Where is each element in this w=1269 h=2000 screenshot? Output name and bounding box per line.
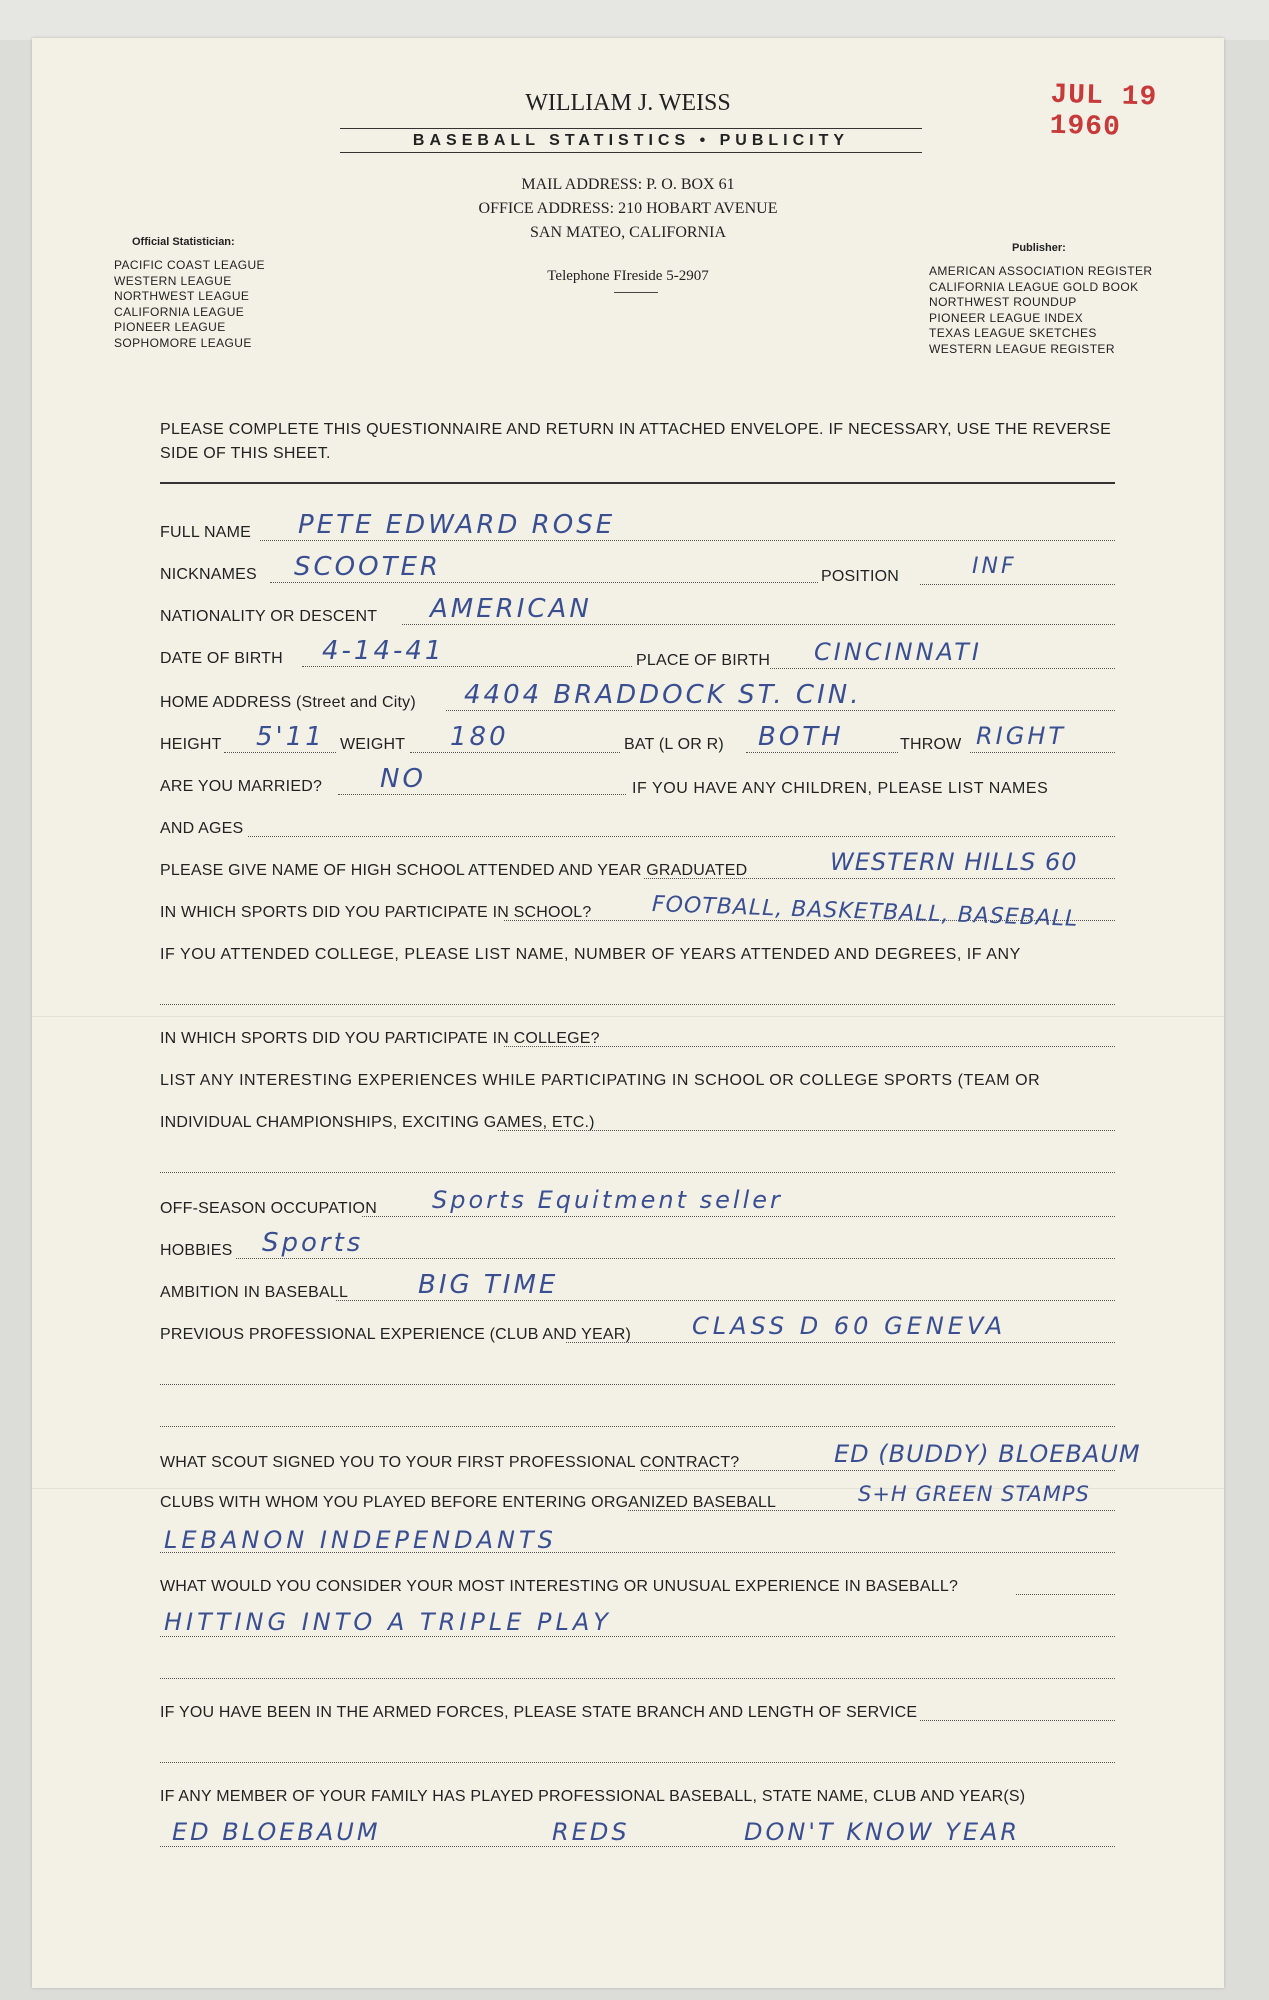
armed-forces-label: IF YOU HAVE BEEN IN THE ARMED FORCES, PLEASE STATE BRANCH AND LENGTH OF SERVICE	[160, 1704, 918, 1721]
armed-forces-line	[920, 1720, 1115, 1721]
married-label: ARE YOU MARRIED?	[160, 778, 323, 795]
mail-address: MAIL ADDRESS: P. O. BOX 61	[521, 176, 735, 193]
unusual-line-3	[160, 1678, 1115, 1679]
weight-field[interactable]: 180	[450, 722, 509, 752]
married-line	[338, 794, 626, 795]
ambition-label: AMBITION IN BASEBALL	[160, 1284, 349, 1301]
high-school-field[interactable]: WESTERN HILLS 60	[830, 848, 1078, 876]
position-field[interactable]: INF	[972, 554, 1017, 579]
bat-field[interactable]: BOTH	[758, 722, 844, 752]
family-member-club[interactable]: REDS	[552, 1818, 630, 1846]
pob-line	[770, 668, 1115, 669]
dob-label: DATE OF BIRTH	[160, 650, 283, 667]
ambition-field[interactable]: BIG TIME	[418, 1270, 559, 1300]
previous-label: PREVIOUS PROFESSIONAL EXPERIENCE (CLUB AND YEAR)	[160, 1326, 632, 1343]
married-field[interactable]: NO	[380, 764, 426, 794]
bat-label: BAT (L OR R)	[624, 736, 724, 753]
address-line	[446, 710, 1115, 711]
high-school-label: PLEASE GIVE NAME OF HIGH SCHOOL ATTENDED AND YEAR GRADUATED	[160, 862, 748, 879]
college-sports-label: IN WHICH SPORTS DID YOU PARTICIPATE IN COLLEGE?	[160, 1030, 600, 1047]
experiences-line-2	[160, 1172, 1115, 1173]
throw-label: THROW	[900, 736, 962, 753]
nationality-field[interactable]: AMERICAN	[430, 594, 592, 624]
league-item: CALIFORNIA LEAGUE	[114, 304, 245, 319]
high-school-line	[644, 878, 1115, 879]
throw-line	[970, 752, 1115, 753]
questionnaire-sheet	[32, 38, 1224, 1988]
bat-line	[746, 752, 898, 753]
weight-label: WEIGHT	[340, 736, 406, 753]
experiences-line	[498, 1130, 1115, 1131]
date-received-stamp: JUL 19 1960	[1049, 79, 1158, 144]
publication-item: PIONEER LEAGUE INDEX	[929, 310, 1084, 325]
header-divider	[614, 292, 658, 293]
previous-line-3	[160, 1426, 1115, 1427]
league-item: WESTERN LEAGUE	[114, 273, 232, 288]
nicknames-field[interactable]: SCOOTER	[294, 552, 441, 582]
family-member-name[interactable]: ED BLOEBAUM	[172, 1818, 381, 1846]
statistician-heading: Official Statistician:	[132, 236, 235, 248]
position-label: POSITION	[821, 568, 900, 585]
unusual-line-2	[160, 1636, 1115, 1637]
publication-item: AMERICAN ASSOCIATION REGISTER	[929, 264, 1153, 278]
ambition-line	[336, 1300, 1115, 1301]
office-address: OFFICE ADDRESS: 210 HOBART AVENUE	[478, 200, 778, 217]
letterhead-name: WILLIAM J. WEISS	[525, 90, 731, 116]
address-label: HOME ADDRESS (Street and City)	[160, 694, 416, 711]
backdrop	[0, 0, 1269, 40]
nicknames-label: NICKNAMES	[160, 566, 257, 583]
scout-field[interactable]: ED (BUDDY) BLOEBAUM	[834, 1440, 1141, 1468]
college-label: IF YOU ATTENDED COLLEGE, PLEASE LIST NAME, NUMBER OF YEARS ATTENDED AND DEGREES, IF ANY	[160, 946, 1021, 963]
family-member-year[interactable]: DON'T KNOW YEAR	[744, 1818, 1021, 1846]
hobbies-field[interactable]: Sports	[262, 1228, 364, 1258]
publication-item: WESTERN LEAGUE REGISTER	[929, 341, 1115, 356]
clubs-line	[628, 1510, 1115, 1511]
instructions: PLEASE COMPLETE THIS QUESTIONNAIRE AND RETURN IN ATTACHED ENVELOPE. IF NECESSARY, USE THE REVERSE SIDE OF THIS SHEET.	[160, 421, 1112, 462]
full-name-label: FULL NAME	[160, 524, 252, 541]
dob-line	[302, 666, 632, 667]
family-label: IF ANY MEMBER OF YOUR FAMILY HAS PLAYED PROFESSIONAL BASEBALL, STATE NAME, CLUB AND YEAR(S)	[160, 1788, 1026, 1805]
nicknames-line	[270, 582, 818, 583]
height-label: HEIGHT	[160, 736, 222, 753]
weight-line	[410, 752, 620, 753]
clubs-field-2[interactable]: LEBANON INDEPENDANTS	[164, 1526, 557, 1554]
publisher-list	[929, 264, 1152, 357]
offseason-field[interactable]: Sports Equitment seller	[432, 1186, 783, 1214]
telephone: Telephone FIreside 5-2907	[547, 268, 709, 284]
publication-item: CALIFORNIA LEAGUE GOLD BOOK	[929, 279, 1139, 294]
league-item: NORTHWEST LEAGUE	[114, 289, 250, 303]
city-address: SAN MATEO, CALIFORNIA	[529, 224, 726, 241]
pob-label: PLACE OF BIRTH	[636, 652, 771, 669]
school-sports-field[interactable]: FOOTBALL, BASKETBALL, BASEBALL	[651, 892, 1079, 932]
full-name-line	[260, 540, 1115, 541]
league-item: PACIFIC COAST LEAGUE	[114, 258, 265, 272]
nationality-line	[402, 624, 1115, 625]
throw-field[interactable]: RIGHT	[976, 722, 1067, 750]
school-sports-label: IN WHICH SPORTS DID YOU PARTICIPATE IN SCHOOL?	[160, 904, 592, 921]
address-field[interactable]: 4404 BRADDOCK ST. CIN.	[464, 680, 862, 710]
publication-item: NORTHWEST ROUNDUP	[929, 295, 1077, 309]
height-field[interactable]: 5'11	[256, 722, 325, 752]
experiences-label: LIST ANY INTERESTING EXPERIENCES WHILE PARTICIPATING IN SCHOOL OR COLLEGE SPORTS (TEAM OR	[160, 1072, 1041, 1089]
children-label: IF YOU HAVE ANY CHILDREN, PLEASE LIST NAMES	[632, 780, 1049, 797]
league-item: PIONEER LEAGUE	[114, 320, 226, 334]
scout-label: WHAT SCOUT SIGNED YOU TO YOUR FIRST PROFESSIONAL CONTRACT?	[160, 1454, 740, 1471]
dob-field[interactable]: 4-14-41	[322, 636, 445, 666]
children-line	[248, 836, 1115, 837]
height-line	[224, 752, 336, 753]
fold-crease	[32, 1016, 1224, 1017]
unusual-line	[1016, 1594, 1115, 1595]
league-item: SOPHOMORE LEAGUE	[114, 335, 252, 350]
family-line	[160, 1846, 1115, 1847]
college-sports-line	[504, 1046, 1115, 1047]
statistician-list	[114, 258, 265, 351]
armed-forces-line-2	[160, 1762, 1115, 1763]
scout-line	[640, 1470, 1115, 1471]
experiences-label-cont: INDIVIDUAL CHAMPIONSHIPS, EXCITING GAMES, ETC.)	[160, 1114, 595, 1131]
hobbies-line	[236, 1258, 1115, 1259]
previous-field[interactable]: CLASS D 60 GENEVA	[692, 1312, 1007, 1340]
previous-line-2	[160, 1384, 1115, 1385]
previous-line	[566, 1342, 1115, 1343]
publication-item: TEXAS LEAGUE SKETCHES	[929, 326, 1097, 340]
position-line	[920, 584, 1115, 585]
nationality-label: NATIONALITY OR DESCENT	[160, 608, 378, 625]
publisher-heading: Publisher:	[1012, 242, 1066, 254]
clubs-field[interactable]: S+H GREEN STAMPS	[858, 1482, 1090, 1506]
full-name-field[interactable]: PETE EDWARD ROSE	[298, 510, 616, 540]
unusual-field[interactable]: HITTING INTO A TRIPLE PLAY	[164, 1608, 612, 1636]
letterhead-subtitle: BASEBALL STATISTICS • PUBLICITY	[340, 128, 922, 153]
children-ages-label: AND AGES	[160, 820, 244, 837]
instructions-rule	[160, 482, 1115, 484]
college-line	[160, 1004, 1115, 1005]
offseason-label: OFF-SEASON OCCUPATION	[160, 1200, 377, 1217]
unusual-label: WHAT WOULD YOU CONSIDER YOUR MOST INTERESTING OR UNUSUAL EXPERIENCE IN BASEBALL?	[160, 1578, 959, 1595]
clubs-label: CLUBS WITH WHOM YOU PLAYED BEFORE ENTERING ORGANIZED BASEBALL	[160, 1494, 777, 1511]
offseason-line	[362, 1216, 1115, 1217]
hobbies-label: HOBBIES	[160, 1242, 233, 1259]
pob-field[interactable]: CINCINNATI	[814, 638, 982, 666]
